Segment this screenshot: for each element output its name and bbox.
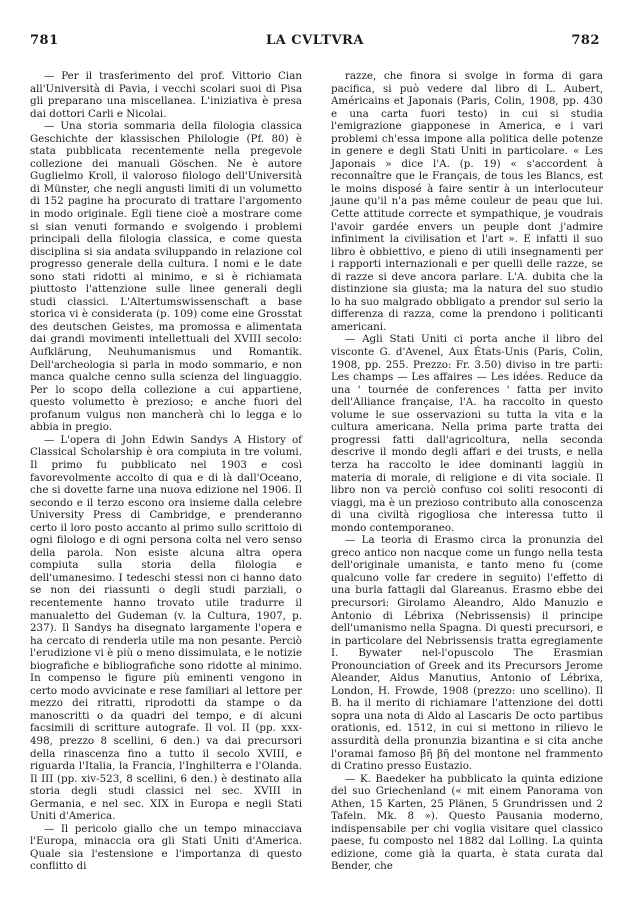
page-number-right: 782 [571, 32, 600, 48]
journal-title: LA CVLTVRA [266, 32, 364, 48]
paragraph-avenel: — Agli Stati Uniti ci porta anche il libro del visconte G. d'Avenel, Aux États-Unis (Paris, Colin, 1908, pp. 255. Prezzo: Fr. 3.50) diviso in tre parti: Les champs — Les affaires — Les idées. Reduce da una ' tournée de conferences ' fatta per invito dell'Alliance française, l'A. ha raccolto in questo volume le sue osservazioni su tutta la vita e la cultura americana. Nella prima parte tratta dei progressi fatti dall'agricoltura, nella seconda descrive il mondo degli affari e dei trusts, e nella terza ha raccolto le idee dominanti laggiù in materia di morale, di religione e di vita sociale. Il libro non va perciò confuso coi soliti resoconti di viaggi, ma è un prezioso contributo alla conoscenza di una civiltà rigogliosa che interessa tutto il mondo contemporaneo. [331, 333, 603, 534]
left-column [30, 70, 302, 873]
paragraph-kroll: — Una storia sommaria della filologia classica Geschichte der klassischen Philologie (Pf. 80) è stata pubblicata recentemente nella pregevole collezione dei manuali Göschen. Ne è autore Guglielmo Kroll, il valoroso filologo dell'Università di Münster, che negli angusti limiti di un volumetto di 152 pagine ha procurato di trattare l'argomento in modo originale. Egli tiene cioè a mostrare come si sian venuti formando e svolgendo i problemi principali della filologia classica, e come questa disciplina si sia andata sviluppando in relazione col progresso generale della cultura. I nomi e le date sono stati ridotti al minimo, e si è richiamata piuttosto l'attenzione sulle linee generali degli studi classici. L'Altertumswissenschaft a base storica vi è considerata (p. 109) come eine Grosstat des deutschen Geistes, ma promossa e alimentata dai grandi movimenti intellettuali del XVIII secolo: Aufklärung, Neuhumanismus und Romantik. Dell'archeologia si parla in modo sommario, e non manca qualche cenno sulla scienza del linguaggio. Per lo scopo della collezione a cui appartiene, questo volumetto è prezioso; e anche fuori del profanum vulgus non mancherà chi lo legga e lo abbia in pregio. [30, 120, 302, 434]
paragraph-cian: — Per il trasferimento del prof. Vittorio Cian all'Università di Pavia, i vecchi scolari suoi di Pisa gli preparano una miscellanea. L'iniziativa è presa dai dottori Carli e Nicolai. [30, 70, 302, 120]
page-header [30, 30, 600, 50]
right-column [331, 70, 603, 873]
page-number-left: 781 [30, 32, 59, 48]
paragraph-pericolo-giallo: — Il pericolo giallo che un tempo minacciava l'Europa, minaccia ora gli Stati Uniti d'America. Quale sia l'estensione e l'importanza di questo conflitto di [30, 822, 302, 873]
paragraph-sandys: — L'opera di John Edwin Sandys A History of Classical Scholarship è ora compiuta in tre volumi. Il primo fu pubblicato nel 1903 e così favorevolmente accolto di qua e di là dall'Oceano, che si dovette farne una nuova edizione nel 1906. Il secondo e il terzo escono ora insieme dalla celebre University Press di Cambridge, e prenderanno certo il loro posto accanto al primo sullo scrittoio di ogni filologo e di ogni persona colta nel vero senso della parola. Non esiste alcuna altra opera compiuta sulla storia della filologia e dell'umanesimo. I tedeschi stessi non ci hanno dato se non dei riassunti o degli studi parziali, o recentemente hanno trovato utile tradurre il manualetto del Gudeman (v. la Cultura, 1907, p. 237). Il Sandys ha disegnato largamente l'opera e ha cercato di renderla utile ma non pesante. Perciò l'erudizione vi è più o meno dissimulata, e le notizie biografiche e bibliografiche sono ridotte al minimo. In compenso le figure più eminenti vengono in certo modo avvicinate e rese familiari al lettore per mezzo dei ritratti, riprodotti da stampe o da manoscritti o da quadri del tempo, e di alcuni facsimili di scritture autografe. Il vol. II (pp. xxx-498, prezzo 8 scellini, 6 den.) va dai precursori della rinascenza fino a tutto il secolo XVIII, e riguarda l'Italia, la Francia, l'Inghilterra e l'Olanda. Il III (pp. xiv-523, 8 scellini, 6 den.) è destinato alla storia degli studi classici nel sec. XVIII in Germania, e nel sec. XIX in Europa e negli Stati Uniti d'America. [30, 433, 302, 823]
paragraph-erasmo: — La teoria di Erasmo circa la pronunzia del greco antico non nacque come un fungo nella testa dell'originale umanista, e tanto meno fu (come qualcuno volle far credere in seguito) l'effetto di una burla fattagli dal Glareanus. Erasmo ebbe dei precursori: Girolamo Aleandro, Aldo Manuzio e Antonio di Lébrixa (Nebrissensis) il principe dell'umanismo nella Spagna. Di questi precursori, e in particolare del Nebrissensis tratta egregiamente I. Bywater nel-l'opuscolo The Erasmian Pronounciation of Greek and its Precursors Jerome Aleander, Aldus Manutius, Antonio of Lébrixa, London, H. Frowde, 1908 (prezzo: uno scellino). Il B. ha il merito di richiamare l'attenzione dei dotti sopra una nota di Aldo al Lascaris De octo partibus orationis, ed. 1512, in cui si mettono in rilievo le assurdità della pronunzia bizantina e si cita anche l'oramai famoso βῆ βῆ del montone nel frammento di Cratino presso Eustazio. [331, 534, 603, 773]
paragraph-baedeker: — K. Baedeker ha pubblicato la quinta edizione del suo Griechenland (« mit einem Panorama von Athen, 15 Karten, 25 Plänen, 5 Grundrissen und 2 Tafeln. Mk. 8 »). Questo Pausania moderno, indispensabile per chi voglia visitare quel classico paese, fu composto nel 1882 dal Lolling. La quinta edizione, come già la quarta, è stata curata dal Bender, che [331, 772, 603, 873]
paragraph-aubert-continued: razze, che finora si svolge in forma di gara pacifica, si può vedere dal libro di L. Aubert, Américains et Japonais (Paris, Colin, 1908, pp. 430 e una carta fuori testo) in cui si studia l'emigrazione giapponese in America, e i vari problemi ch'essa impone alla politica delle potenze in genere e degli Stati Uniti in particolare. « Les Japonais » dice l'A. (p. 19) « s'accordent à reconnaître que le Français, de tous les Blancs, est le moins disposé à faire sentir à un interlocuteur jaune qu'il n'a pas même couleur de peau que lui. Cette attitude correcte et sympathique, je voudrais l'avoir gardée envers un peuple dont j'admire infiniment la civilisation et l'art ». E infatti il suo libro è obbiettivo, e pieno di utili insegnamenti per i rapporti internazionali e per quelli delle razze, se di razze si deve ancora parlare. L'A. dubita che la distinzione sia giusta; ma la natura del suo studio lo ha suo malgrado obbligato a prendor sul serio la differenza di razza, come la prendono i politicanti americani. [331, 70, 603, 333]
